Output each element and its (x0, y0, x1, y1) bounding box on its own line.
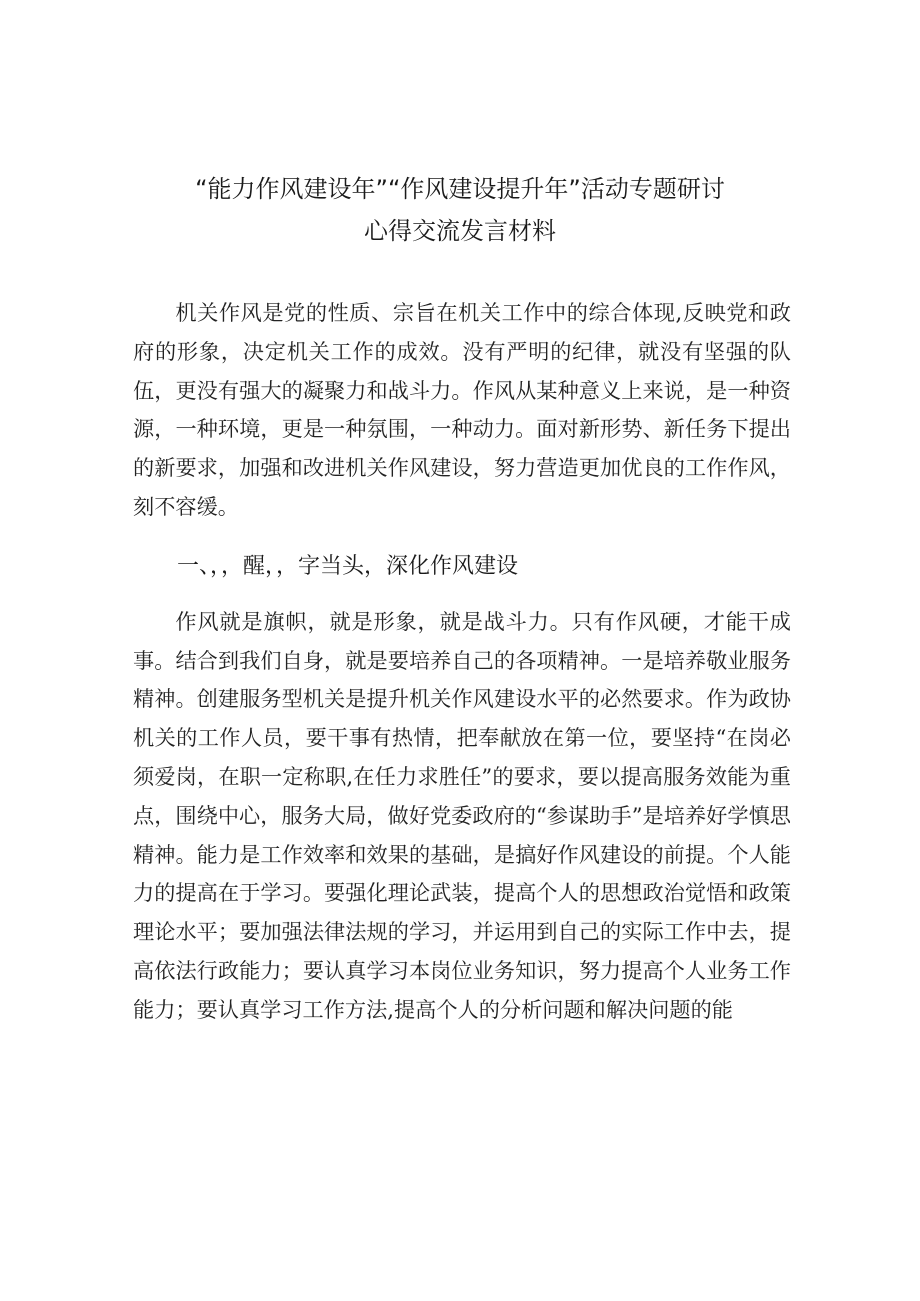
title-line-2: 心得交流发言材料 (364, 217, 556, 245)
document-title (0, 168, 920, 252)
intro-paragraph: 机关作风是党的性质、宗旨在机关工作中的综合体现,反映党和政府的形象，决定机关工作的成效。没有严明的纪律，就没有坚强的队伍，更没有强大的凝聚力和战斗力。作风从某种意义上来说，是一种资源，一种环境，更是一种氛围，一种动力。面对新形势、新任务下提出的新要求，加强和改进机关作风建设，努力营造更加优良的工作作风，刻不容缓。 (133, 300, 791, 519)
section-heading-1: 一、，，醒，，字当头，深化作风建设 (177, 553, 519, 579)
section-1-paragraph: 作风就是旗帜，就是形象，就是战斗力。只有作风硬，才能干成事。结合到我们自身，就是要培养自己的各项精神。一是培养敬业服务精神。创建服务型机关是提升机关作风建设水平的必然要求。作为政协机关的工作人员，要干事有热情，把奉献放在第一位，要坚持“在岗必须爱岗，在职一定称职,在任力求胜任”的要求，要以提高服务效能为重点，围绕中心，服务大局，做好党委政府的“参谋助手”是培养好学慎思精神。能力是工作效率和效果的基础，是搞好作风建设的前提。个人能力的提高在于学习。要强化理论武装，提高个人的思想政治觉悟和政策理论水平；要加强法律法规的学习，并运用到自己的实际工作中去，提高依法行政能力；要认真学习本岗位业务知识，努力提高个人业务工作能力；要认真学习工作方法,提高个人的分析问题和解决问题的能 (133, 608, 791, 1022)
title-line-1: “能力作风建设年”“作风建设提升年”活动专题研讨 (195, 175, 725, 203)
document-body (133, 294, 791, 1030)
